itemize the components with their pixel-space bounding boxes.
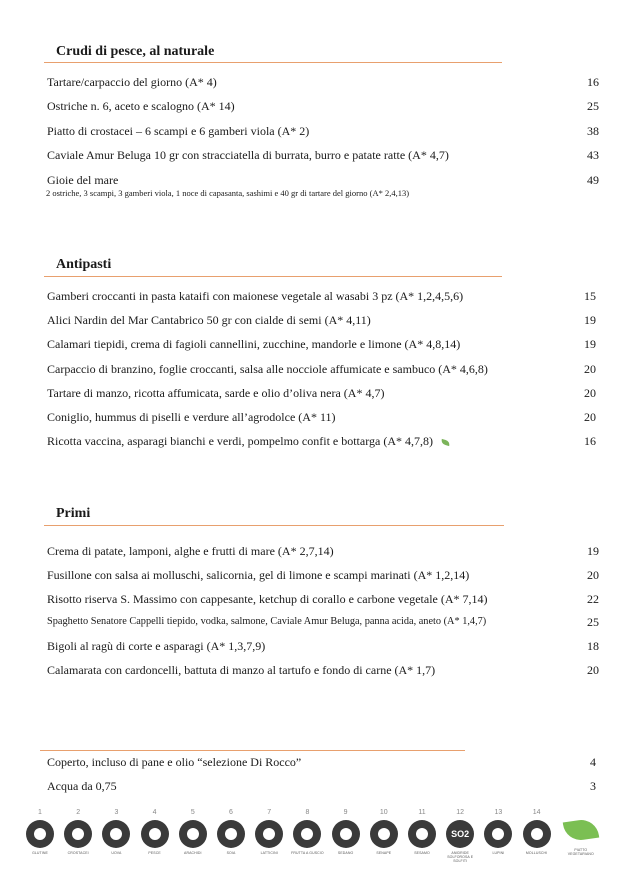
vegetarian-leaf-icon [563, 818, 599, 843]
extras-rule [40, 750, 465, 751]
allergen-name: ANIDRIDE SOLFOROSA E SOLFITI [447, 851, 474, 863]
menu-item-vegetarian [47, 434, 450, 449]
menu-price: 20 [584, 386, 596, 400]
fish-icon [141, 820, 169, 848]
menu-item: Calamari tiepidi, crema di fagioli cannellini, zucchine, mandorle e limone (A* 4,8,14) [47, 337, 461, 351]
allergen-item [251, 808, 287, 855]
water: Acqua da 0,75 [47, 779, 117, 793]
lupin-icon [484, 820, 512, 848]
allergen-item [60, 808, 96, 855]
vegetarian-label: PIATTO VEGETARIANO [567, 848, 594, 856]
allergen-name: PESCE [148, 851, 161, 855]
menu-price: 18 [587, 639, 599, 653]
crab-icon [64, 820, 92, 848]
menu-item: Carpaccio di branzino, foglie croccanti, salsa alle nocciole affumicate e sambuco (A* 4,6,8) [47, 362, 488, 376]
allergen-name: LUPINI [492, 851, 505, 855]
menu-item: Fusillone con salsa ai molluschi, salicornia, gel di limone e scampi marinati (A* 1,2,14) [47, 568, 470, 582]
menu-price: 19 [587, 544, 599, 558]
menu-price: 20 [584, 362, 596, 376]
allergen-item [98, 808, 134, 855]
allergen-item [213, 808, 249, 855]
allergen-item [328, 808, 364, 855]
allergen-number: 12 [456, 809, 465, 816]
peanut-icon [179, 820, 207, 848]
menu-item: Alici Nardin del Mar Cantabrico 50 gr con cialde di semi (A* 4,11) [47, 313, 371, 327]
section-title-antipasti: Antipasti [56, 257, 112, 272]
sulphite-icon: SO2 [446, 820, 474, 848]
allergen-number: 10 [379, 809, 388, 816]
allergen-number: 2 [76, 809, 81, 816]
menu-price: 22 [587, 592, 599, 606]
allergen-number: 13 [494, 809, 503, 816]
menu-price: 20 [584, 410, 596, 424]
mustard-icon [370, 820, 398, 848]
menu-item: Gamberi croccanti in pasta kataifi con maionese vegetale al wasabi 3 pz (A* 1,2,4,5,6) [47, 289, 464, 303]
allergen-item [442, 808, 478, 863]
cover-price: 4 [590, 755, 596, 769]
menu-price: 38 [587, 124, 599, 138]
menu-item: Calamarata con cardoncelli, battuta di manzo al tartufo e fondo di carne (A* 1,7) [47, 663, 436, 677]
menu-item: Coniglio, hummus di piselli e verdure all’agrodolce (A* 11) [47, 410, 336, 424]
menu-item: Crema di patate, lamponi, alghe e frutti di mare (A* 2,7,14) [47, 544, 334, 558]
menu-price: 16 [584, 434, 596, 448]
allergen-name: SOIA [226, 851, 236, 855]
menu-item-detail: 2 ostriche, 3 scampi, 3 gamberi viola, 1 noce di capasanta, sashimi e 40 gr di tartare del giorno (A* 2,4,13) [46, 188, 410, 198]
menu-price: 16 [587, 75, 599, 89]
menu-item: Gioie del mare [47, 173, 119, 187]
allergen-name: ARACHIDI [184, 851, 202, 855]
allergen-name: SESAMO [414, 851, 430, 855]
soy-icon [217, 820, 245, 848]
allergen-item [404, 808, 440, 855]
menu-price: 49 [587, 173, 599, 187]
allergen-item [22, 808, 58, 855]
allergen-item [519, 808, 555, 855]
allergen-number: 8 [305, 809, 310, 816]
menu-price: 19 [584, 337, 596, 351]
water-price: 3 [590, 779, 596, 793]
shell-icon [523, 820, 551, 848]
allergen-item [289, 808, 325, 855]
allergen-name: MOLLUSCHI [525, 851, 548, 855]
allergen-number: 4 [152, 809, 157, 816]
section-rule [44, 525, 504, 526]
allergen-name: LATTICINI [260, 851, 278, 855]
celery-icon [332, 820, 360, 848]
menu-item: Tartare di manzo, ricotta affumicata, sarde e olio d’oliva nera (A* 4,7) [47, 386, 385, 400]
allergen-item [175, 808, 211, 855]
menu-price: 15 [584, 289, 596, 303]
wheat-icon [26, 820, 54, 848]
egg-icon [102, 820, 130, 848]
allergen-number: 7 [267, 809, 272, 816]
allergen-item [366, 808, 402, 855]
allergen-number: 14 [532, 809, 541, 816]
section-rule [44, 62, 502, 63]
menu-item-name: Ricotta vaccina, asparagi bianchi e verdi, pompelmo confit e bottarga (A* 4,7,8) [47, 434, 433, 448]
allergen-number: 1 [38, 809, 42, 816]
section-rule [44, 276, 502, 277]
allergen-number: 5 [190, 809, 195, 816]
milk-icon [255, 820, 283, 848]
menu-item: Bigoli al ragù di corte e asparagi (A* 1,3,7,9) [47, 639, 266, 653]
allergen-name: SENAPE [376, 851, 392, 855]
menu-price: 19 [584, 313, 596, 327]
menu-price: 43 [587, 148, 599, 162]
menu-item: Tartare/carpaccio del giorno (A* 4) [47, 75, 217, 89]
allergen-number: 3 [114, 809, 119, 816]
sesame-icon [408, 820, 436, 848]
vegetarian-legend [561, 808, 601, 856]
menu-item: Ostriche n. 6, aceto e scalogno (A* 14) [47, 99, 235, 113]
allergen-item [137, 808, 173, 855]
nut-icon [293, 820, 321, 848]
vegetarian-leaf-icon [440, 439, 450, 446]
allergen-number: 6 [229, 809, 233, 816]
menu-item: Risotto riserva S. Massimo con cappesante, ketchup di corallo e carbone vegetale (A* 7,14) [47, 592, 488, 606]
allergen-number: 9 [343, 809, 348, 816]
allergen-number: 11 [418, 809, 426, 816]
menu-item: Piatto di crostacei – 6 scampi e 6 gamberi viola (A* 2) [47, 124, 310, 138]
allergen-name: GLUTINE [32, 851, 48, 855]
menu-item: Caviale Amur Beluga 10 gr con stracciatella di burrata, burro e patate ratte (A* 4,7) [47, 148, 449, 162]
menu-price: 20 [587, 663, 599, 677]
allergen-name: UOVA [111, 851, 122, 855]
menu-price: 25 [587, 615, 599, 629]
allergen-legend [22, 808, 612, 864]
menu-price: 25 [587, 99, 599, 113]
allergen-name: FRUTTA A GUSCIO [291, 851, 324, 855]
cover-charge: Coperto, incluso di pane e olio “selezione Di Rocco” [47, 755, 302, 769]
section-title-crudi: Crudi di pesce, al naturale [56, 44, 215, 59]
menu-price: 20 [587, 568, 599, 582]
section-title-primi: Primi [56, 506, 91, 521]
menu-item: Spaghetto Senatore Cappelli tiepido, vodka, salmone, Caviale Amur Beluga, panna acida, aneto (A* 1,4,7) [47, 616, 487, 627]
allergen-name: CROSTACEI [67, 851, 89, 855]
allergen-item [480, 808, 516, 855]
allergen-name: SEDANO [337, 851, 354, 855]
